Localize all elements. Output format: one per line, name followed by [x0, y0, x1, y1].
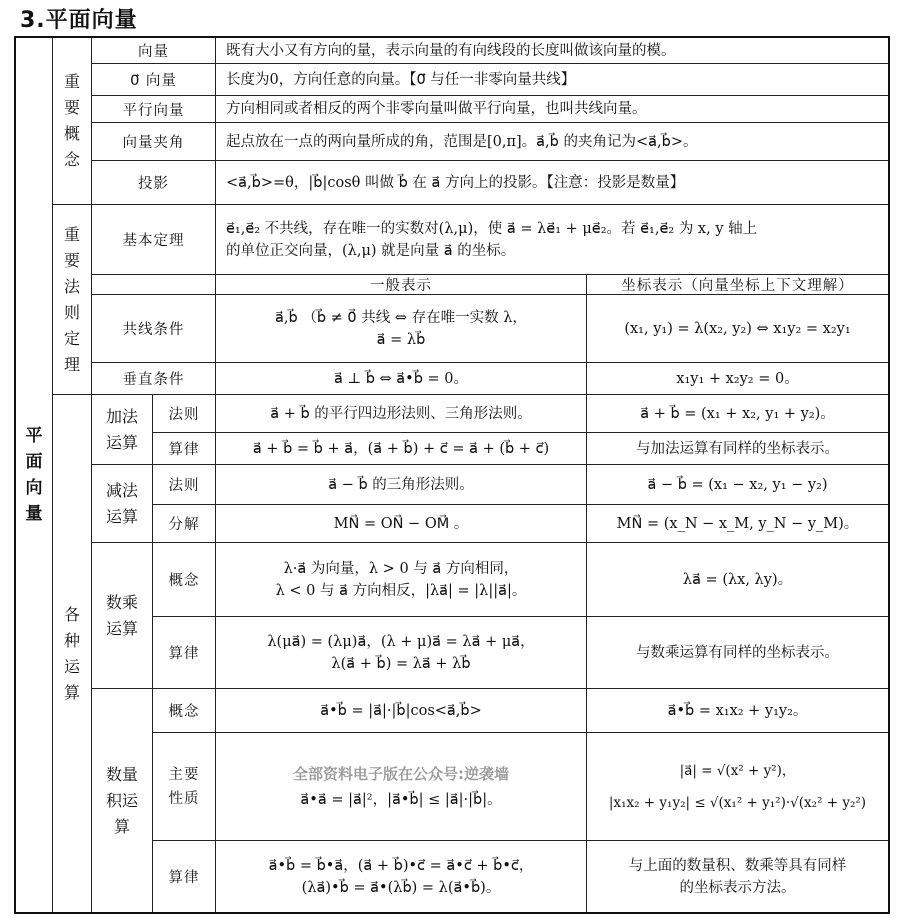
concept-term-angle: 向量夹角 [91, 122, 215, 160]
subtraction-rule-coord: a⃗ − b⃗ = (x₁ − x₂, y₁ − y₂) [586, 464, 888, 504]
concept-text-projection: <a⃗,b⃗>=θ，|b⃗|cosθ 叫做 b⃗ 在 a⃗ 方向上的投影。【注意：投影是数量】 [215, 160, 888, 204]
dot-law-coord [586, 840, 888, 912]
addition-label-text: 加法运算 [105, 406, 138, 452]
dot-law-sub: 算律 [152, 840, 215, 912]
scalar-law-coord: 与数乘运算有同样的坐标表示。 [586, 616, 888, 688]
dot-concept-general: a⃗•b⃗ = |a⃗|·|b⃗|cos<a⃗,b⃗> [215, 688, 586, 732]
group-label-laws [52, 204, 91, 394]
law-coord-collinear: (x₁, y₁) = λ(x₂, y₂) ⇔ x₁y₂ = x₂y₁ [586, 294, 888, 362]
concept-term-parallel: 平行向量 [91, 95, 215, 122]
law-term-perpendicular: 垂直条件 [91, 362, 215, 394]
dot-concept-coord: a⃗•b⃗ = x₁x₂ + y₁y₂。 [586, 688, 888, 732]
watermark-text: 全部资料电子版在公众号:逆袭墙 [292, 764, 509, 783]
dot-law-line2: (λa⃗)•b⃗ = a⃗•(λb⃗) = λ(a⃗•b⃗)。 [301, 879, 501, 896]
dot-concept-sub: 概念 [152, 688, 215, 732]
addition-law-sub: 算律 [152, 432, 215, 464]
scalar-law-line1: λ(μa⃗) = (λμ)a⃗，(λ + μ)a⃗ = λa⃗ + μa⃗， [267, 633, 535, 650]
dot-law-line1: a⃗•b⃗ = b⃗•a⃗，(a⃗ + b⃗)•c⃗ = a⃗•c⃗ + b⃗•c⃗， [268, 857, 534, 874]
scalar-concept-sub: 概念 [152, 542, 215, 616]
subtraction-rule-sub: 法则 [152, 464, 215, 504]
law-term-basic-theorem: 基本定理 [91, 204, 215, 274]
header-general: 一般表示 [215, 274, 586, 294]
op-label-dot-product [91, 688, 152, 912]
group-label-concepts [52, 38, 91, 204]
op-label-subtraction [91, 464, 152, 542]
group-operations-text: 各种运算 [63, 604, 80, 702]
addition-law-coord: 与加法运算有同样的坐标表示。 [586, 432, 888, 464]
subtraction-label-text: 减法运算 [105, 480, 138, 526]
scalar-concept-line1: λ·a⃗ 为向量，λ > 0 与 a⃗ 方向相同， [283, 560, 519, 577]
scalar-concept-line2: λ < 0 与 a⃗ 方向相反，|λa⃗| = |λ||a⃗|。 [275, 582, 527, 599]
main-label-text: 平面向量 [25, 426, 43, 524]
law-general-collinear [215, 294, 586, 362]
op-label-scalar [91, 542, 152, 688]
addition-law-general: a⃗ + b⃗ = b⃗ + a⃗，(a⃗ + b⃗) + c⃗ = a⃗ + (b⃗ + c⃗) [215, 432, 586, 464]
concept-term-projection: 投影 [91, 160, 215, 204]
scalar-law-sub: 算律 [152, 616, 215, 688]
section-title: 3.平面向量 [20, 8, 138, 33]
addition-rule-sub: 法则 [152, 394, 215, 432]
group-concepts-text: 重要概念 [63, 72, 80, 169]
collinear-general-line2: a⃗ = λb⃗ [376, 331, 426, 348]
law-general-perpendicular: a⃗ ⊥ b⃗ ⇔ a⃗•b⃗ = 0。 [215, 362, 586, 394]
dot-property-coord-line2: |x₁x₂ + y₁y₂| ≤ √(x₁² + y₁²)·√(x₂² + y₂²) [608, 794, 867, 811]
scalar-law-general [215, 616, 586, 688]
dot-law-coord-line1: 与上面的数量积、数乘等具有同样 [628, 857, 847, 874]
concept-term-zero-vector: 0⃗ 向量 [91, 63, 215, 95]
op-label-addition [91, 394, 152, 464]
addition-rule-general: a⃗ + b⃗ 的平行四边形法则、三角形法则。 [215, 394, 586, 432]
concept-text-angle: 起点放在一点的两向量所成的角，范围是[0,π]。a⃗,b⃗ 的夹角记为<a⃗,b⃗>。 [215, 122, 888, 160]
dot-label-text: 数量积运算 [105, 764, 138, 836]
scalar-label-text: 数乘运算 [105, 592, 138, 638]
scalar-concept-general [215, 542, 586, 616]
law-coord-perpendicular: x₁y₁ + x₂y₂ = 0。 [586, 362, 888, 394]
header-coordinate: 坐标表示（向量坐标上下文理解） [586, 274, 888, 294]
addition-rule-coord: a⃗ + b⃗ = (x₁ + x₂, y₁ + y₂)。 [586, 394, 888, 432]
dot-property-sub [152, 732, 215, 840]
vector-summary-table [14, 36, 890, 914]
basic-theorem-line1: e⃗₁,e⃗₂ 不共线，存在唯一的实数对(λ,μ)，使 a⃗ = λe⃗₁ + μe⃗₂。若 e⃗₁,e⃗₂ 为 x, y 轴上 [226, 220, 758, 237]
collinear-general-line1: a⃗,b⃗ （b⃗ ≠ 0⃗ 共线 ⇔ 存在唯一实数 λ， [275, 309, 527, 326]
concept-text-zero-vector: 长度为0，方向任意的向量。【0⃗ 与任一非零向量共线】 [215, 63, 888, 95]
subtraction-decompose-general: MN⃗ = ON⃗ − OM⃗ 。 [215, 504, 586, 542]
basic-theorem-line2: 的单位正交向量，(λ,μ) 就是向量 a⃗ 的坐标。 [226, 242, 516, 259]
concept-text-parallel: 方向相同或者相反的两个非零向量叫做平行向量，也叫共线向量。 [215, 95, 888, 122]
scalar-law-line2: λ(a⃗ + b⃗) = λa⃗ + λb⃗ [331, 655, 471, 672]
dot-property-general [215, 732, 586, 840]
dot-law-general [215, 840, 586, 912]
subtraction-decompose-sub: 分解 [152, 504, 215, 542]
dot-property-coord [586, 732, 888, 840]
law-header-blank [91, 274, 215, 294]
concept-term-vector: 向量 [91, 38, 215, 63]
scalar-concept-coord: λa⃗ = (λx, λy)。 [586, 542, 888, 616]
dot-property-coord-line1: |a⃗| = √(x² + y²)， [679, 762, 796, 779]
group-label-operations [52, 394, 91, 912]
dot-law-coord-line2: 的坐标表示方法。 [679, 879, 796, 896]
law-text-basic-theorem [215, 204, 888, 274]
group-laws-text: 重要法则定理 [63, 224, 80, 374]
law-term-collinear: 共线条件 [91, 294, 215, 362]
subtraction-decompose-coord: MN⃗ = (x_N − x_M, y_N − y_M)。 [586, 504, 888, 542]
dot-property-general-text: a⃗•a⃗ = |a⃗|²，|a⃗•b⃗| ≤ |a⃗|·|b⃗|。 [300, 791, 502, 808]
dot-property-sub-text: 主要性质 [168, 766, 200, 807]
subtraction-rule-general: a⃗ − b⃗ 的三角形法则。 [215, 464, 586, 504]
main-label [16, 38, 52, 912]
concept-text-vector: 既有大小又有方向的量，表示向量的有向线段的长度叫做该向量的模。 [215, 38, 888, 63]
